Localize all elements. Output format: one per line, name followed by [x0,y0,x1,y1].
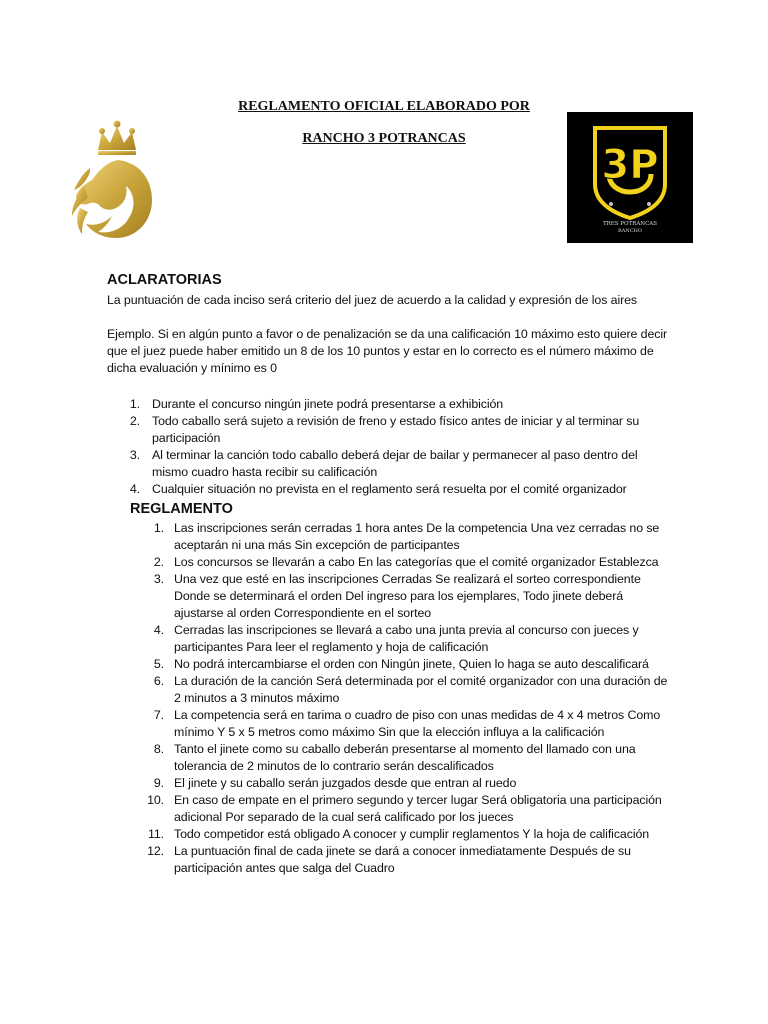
list-item-number: 9. [153,776,164,790]
list-item-text: No podrá intercambiarse el orden con Ningún jinete, Quien lo haga se auto descalificará [174,657,649,671]
list-item-text: La duración de la canción Será determinada por el comité organizador con una duración de 2 minutos a 3 minutos máximo [174,674,668,705]
logo-caption-line-1: TRES POTRANCAS [602,221,658,227]
list-item-number: 11. [147,827,164,841]
list-item-text: Todo competidor está obligado A conocer y cumplir reglamentos Y la hoja de calificación [174,827,650,841]
list-item-number: 4. [153,623,164,637]
reglamento-list [147,520,670,877]
list-item-text: La puntuación final de cada jinete se dará a conocer inmediatamente Después de su participación antes que salga del Cuadro [174,844,631,875]
document-title-line-1: REGLAMENTO OFICIAL ELABORADO POR [238,99,530,114]
list-item-text: Tanto el jinete como su caballo deberán presentarse al momento del llamado con una tolerancia de 2 minutos de lo contrario serán descalificados [174,742,636,773]
list-item-text: Cerradas las inscripciones se llevará a cabo una junta previa al concurso con jueces y participantes Para leer el reglamento y hoja de calificación [174,623,639,654]
list-item [147,843,670,877]
intro-paragraph: La puntuación de cada inciso será criterio del juez de acuerdo a la calidad y expresión de los aires [107,293,638,307]
aclaratorias-list [128,396,668,498]
list-item-number: 4. [129,482,140,496]
list-item [147,792,670,826]
list-item-number: 6. [153,674,164,688]
list-item-number: 2. [129,414,140,428]
list-item-number: 12. [147,844,164,858]
list-item [128,481,668,498]
list-item-number: 3. [153,572,164,586]
logo-caption-line-2: RANCHO [617,228,643,234]
list-item-number: 2. [153,555,164,569]
list-item-text: Cualquier situación no prevista en el reglamento será resuelta por el comité organizador [152,482,627,496]
list-item-text: Al terminar la canción todo caballo deberá dejar de bailar y permanecer al paso dentro del mismo cuadro hasta recibir su calificación [152,448,638,479]
list-item [128,413,668,447]
list-item-text: En caso de empate en el primero segundo y tercer lugar Será obligatoria una participación adicional Por separado de la cual será calificado por los jueces [174,793,662,824]
example-paragraph: Ejemplo. Si en algún punto a favor o de penalización se da una calificación 10 máximo esto quiere decir que el juez puede haber emitido un 8 de los 10 puntos y estar en lo correcto es el número máximo de dicha evaluación y mínimo es 0 [107,327,668,375]
list-item [150,622,670,656]
section-heading-aclaratorias: ACLARATORIAS [107,272,222,288]
list-item [150,554,670,571]
horse-head-icon [72,160,152,238]
list-item [150,571,670,622]
list-item-text: La competencia será en tarima o cuadro de piso con unas medidas de 4 x 4 metros Como mínimo Y 5 x 5 metros como máximo Sin que la elección influya a la calificación [174,708,661,739]
list-item [150,520,670,554]
list-item [147,826,670,843]
list-item-number: 5. [153,657,164,671]
list-item [150,775,670,792]
horse-crown-logo [60,112,170,252]
list-item-text: Una vez que esté en las inscripciones Cerradas Se realizará el sorteo correspondiente Donde se determinará el orden Del ingreso para los ejemplares, Todo jinete deberá ajustarse al orden Correspondiente en el sorteo [174,572,641,620]
list-item-text: Las inscripciones serán cerradas 1 hora antes De la competencia Una vez cerradas no se aceptarán ni una más Sin excepción de participantes [174,521,660,552]
list-item-number: 8. [153,742,164,756]
crown-icon [98,121,136,156]
section-heading-reglamento: REGLAMENTO [130,501,233,517]
list-item [150,656,670,673]
list-item-number: 3. [129,448,140,462]
list-item-number: 10. [147,793,164,807]
list-item-number: 1. [153,521,164,535]
list-item-text: Todo caballo será sujeto a revisión de freno y estado físico antes de iniciar y al terminar su participación [152,414,640,445]
list-item-text: Durante el concurso ningún jinete podrá presentarse a exhibición [152,397,504,411]
list-item [150,707,670,741]
list-item [128,396,668,413]
list-item-text: Los concursos se llevarán a cabo En las categorías que el comité organizador Establezca [174,555,659,569]
list-item [128,447,668,481]
tres-potrancas-logo [567,112,693,243]
list-item-number: 7. [153,708,164,722]
list-item [150,741,670,775]
logo-monogram: 3P [601,142,659,188]
list-item-text: El jinete y su caballo serán juzgados desde que entran al ruedo [174,776,517,790]
list-item [150,673,670,707]
document-title-line-2: RANCHO 3 POTRANCAS [302,131,466,146]
list-item-number: 1. [129,397,140,411]
